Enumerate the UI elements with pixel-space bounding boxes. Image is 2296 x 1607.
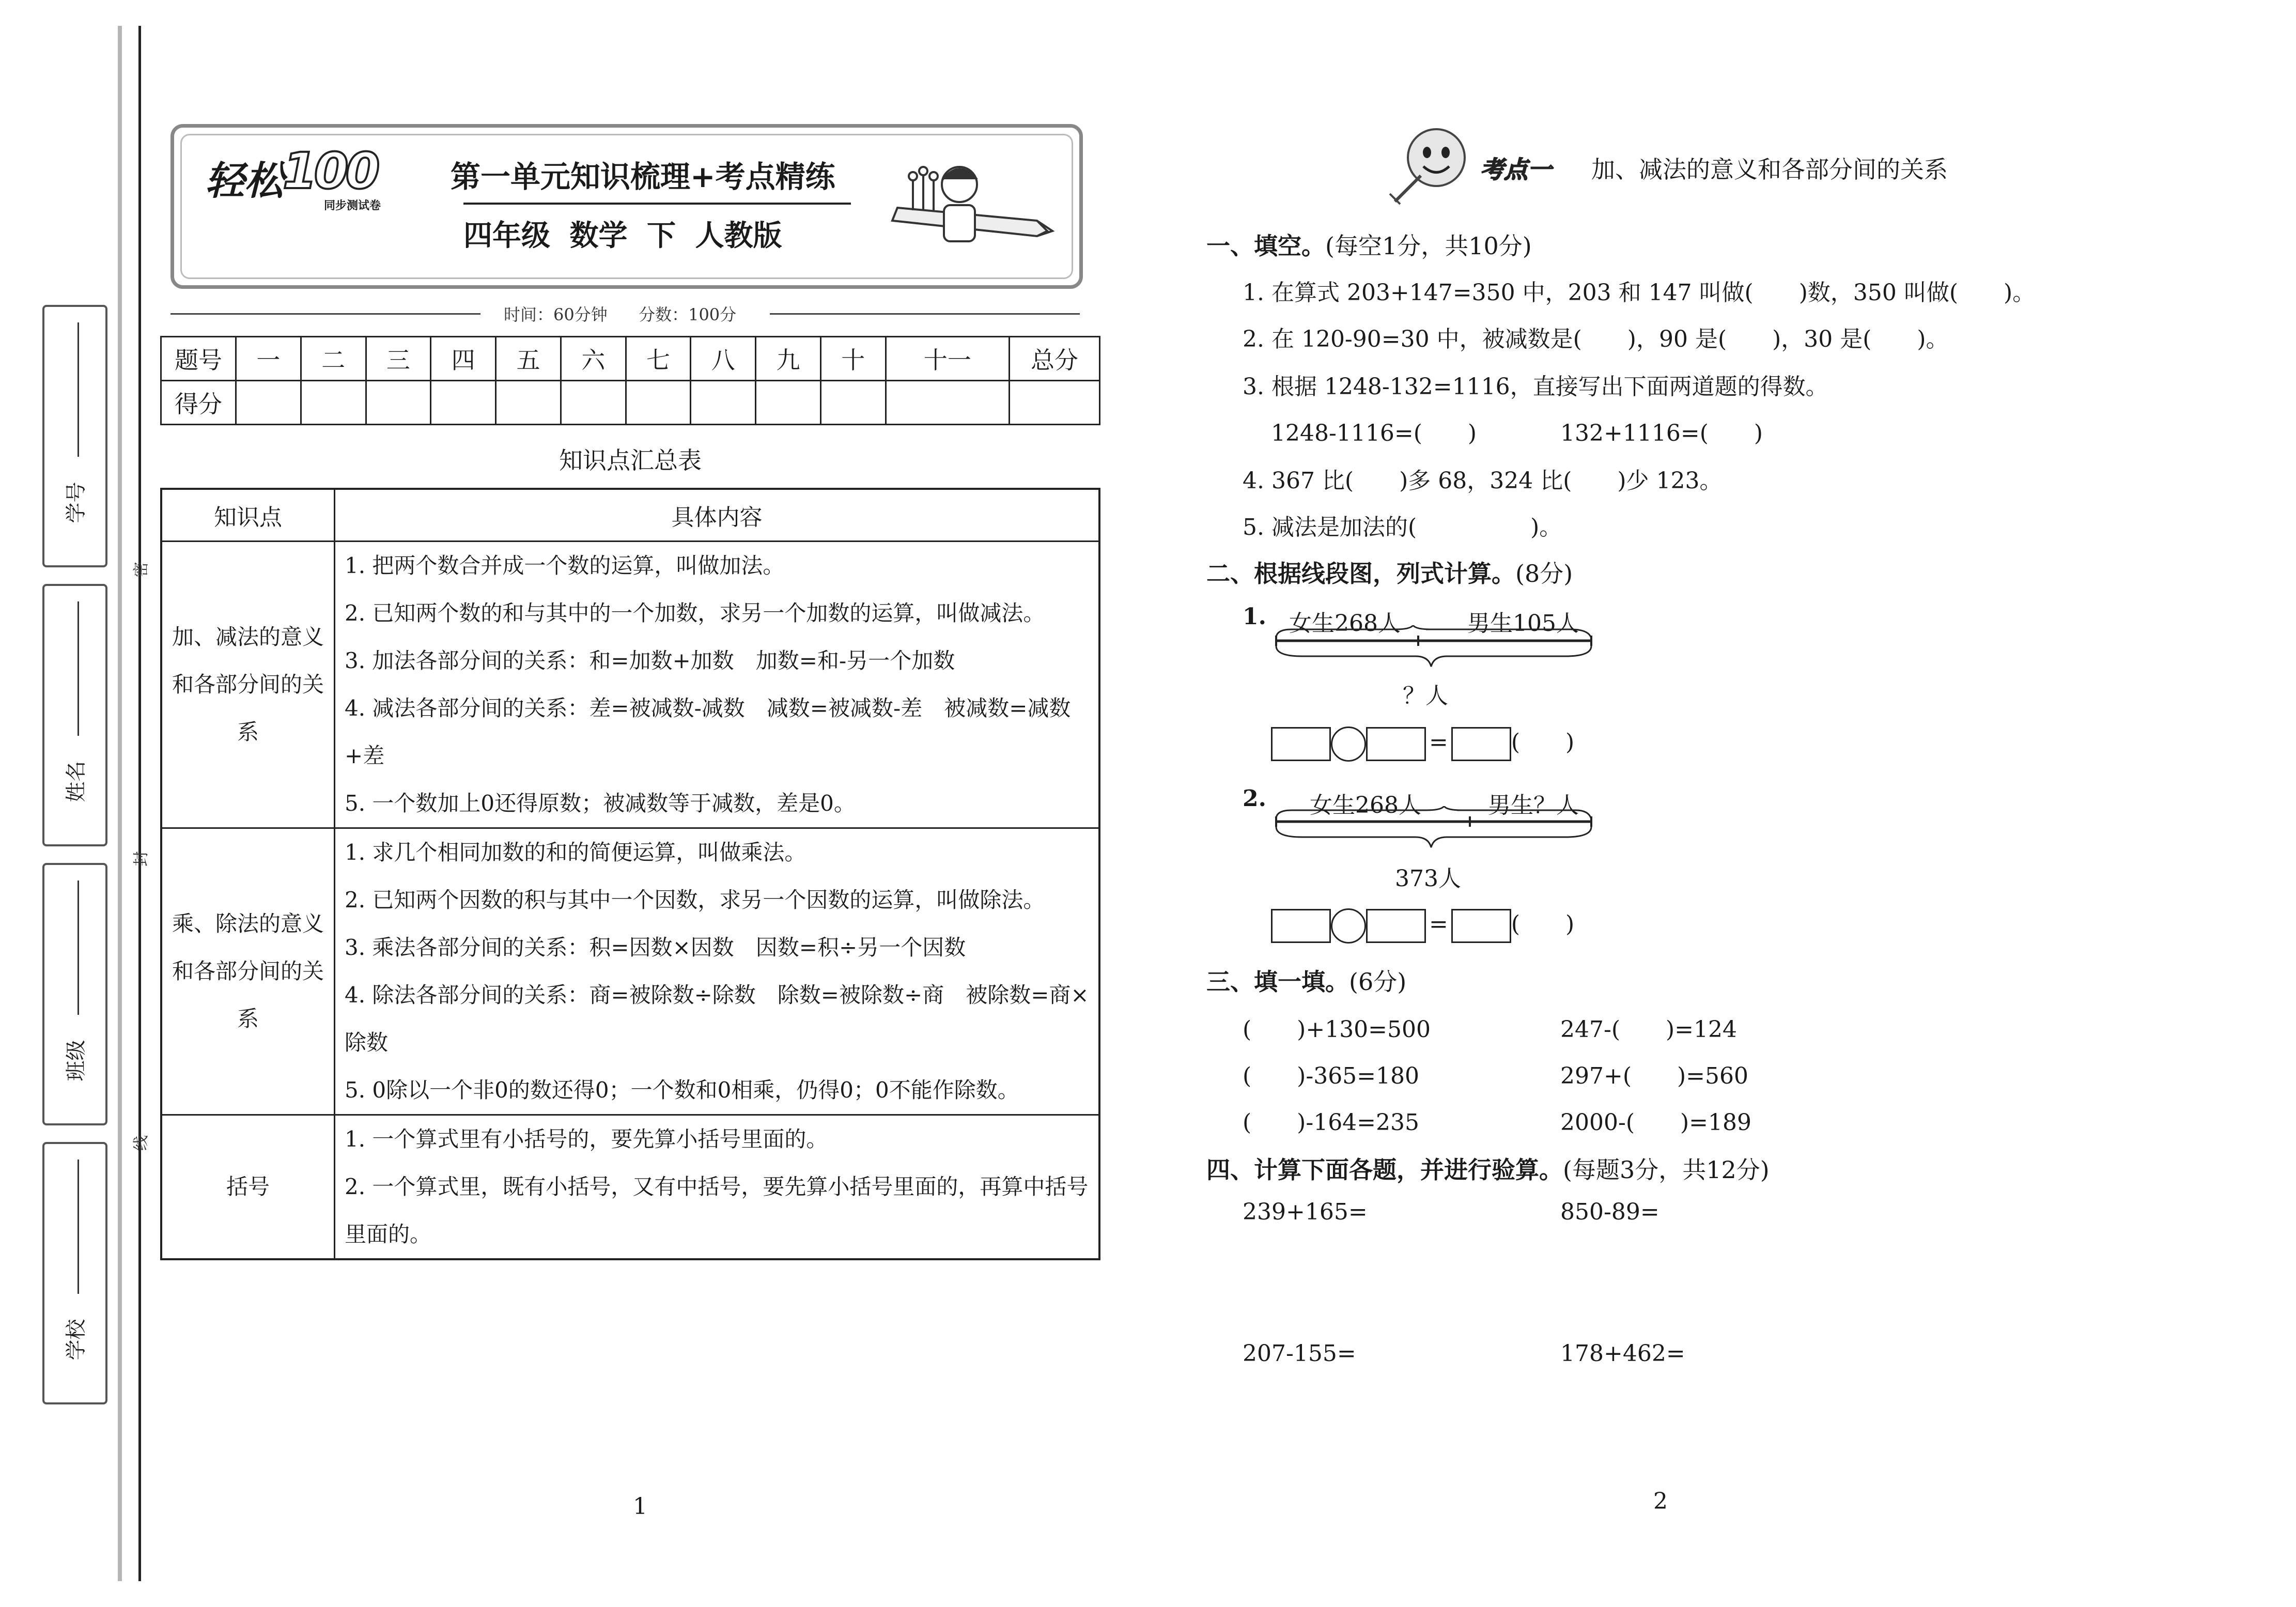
score-col: 二 xyxy=(301,337,366,381)
score-col: 七 xyxy=(626,337,691,381)
score-cell[interactable] xyxy=(691,381,756,425)
kaodian-title: 加、减法的意义和各部分间的关系 xyxy=(1591,156,1948,183)
binding-line-right xyxy=(138,26,141,1581)
list-item: 3. 乘法各部分间的关系：积=因数×因数 因数=积÷另一个因数 xyxy=(345,935,966,960)
exam-info xyxy=(504,302,736,326)
diagram-1-total-label: ？人 xyxy=(1403,683,1448,709)
section-4-points: (每题3分，共12分) xyxy=(1563,1156,1770,1184)
list-item: 2. 已知两个数的和与其中的一个加数，求另一个加数的运算，叫做减法。 xyxy=(345,600,1045,626)
student-id-field[interactable] xyxy=(42,305,107,567)
exam-time: 时间：60分钟 xyxy=(504,305,608,325)
score-cell[interactable] xyxy=(756,381,821,425)
section-4-heading xyxy=(1206,1151,1770,1185)
table-row xyxy=(161,828,1099,1115)
list-item: 4. 减法各部分间的关系：差=被减数-减数 减数=被减数-差 被减数=减数+差 xyxy=(345,696,1071,768)
knowledge-table xyxy=(160,488,1100,1260)
answer-box[interactable] xyxy=(1451,909,1511,943)
score-table-row1-label: 题号 xyxy=(161,337,236,381)
section-2-heading xyxy=(1206,555,1573,589)
table-row xyxy=(161,542,1099,828)
score-cell[interactable] xyxy=(561,381,626,425)
seal-mark-mi: 密 xyxy=(132,562,150,577)
page-number-2: 2 xyxy=(1653,1488,1668,1515)
class-field[interactable] xyxy=(42,863,107,1125)
header-subtitle: 四年级 数学 下 人教版 xyxy=(463,219,782,253)
answer-box[interactable] xyxy=(1366,909,1426,943)
score-cell[interactable] xyxy=(431,381,496,425)
equals-sign: = xyxy=(1429,729,1448,755)
diagram-2-equation xyxy=(1271,905,1574,944)
section-1-title: 一、填空。 xyxy=(1206,232,1325,260)
diagram-2-left-label: 女生268人 xyxy=(1310,792,1421,818)
score-col: 六 xyxy=(561,337,626,381)
diagram-1-right-label: 男生105人 xyxy=(1467,610,1579,637)
list-item: 2. 一个算式里，既有小括号，又有中括号，要先算小括号里面的，再算中括号里面的。 xyxy=(345,1174,1089,1247)
score-col-total: 总分 xyxy=(1010,337,1100,381)
exam-info-rule-right xyxy=(770,313,1080,315)
smiley-mascot-icon xyxy=(1385,124,1478,207)
calc-item: 207-155= xyxy=(1243,1340,1356,1367)
seal-mark-xian: 线 xyxy=(132,1135,150,1151)
content-cell xyxy=(335,542,1100,828)
score-cell[interactable] xyxy=(626,381,691,425)
list-item: 2. 已知两个因数的积与其中一个因数，求另一个因数的运算，叫做除法。 xyxy=(345,887,1045,913)
calc-item: 239+165= xyxy=(1243,1199,1368,1225)
knowledge-table-title: 知识点汇总表 xyxy=(559,446,702,474)
fill-item: ( )+130=500 xyxy=(1243,1016,1431,1043)
answer-box[interactable] xyxy=(1271,909,1331,943)
header-banner xyxy=(170,124,1083,289)
logo-subtitle: 同步测试卷 xyxy=(324,199,381,212)
score-col: 十 xyxy=(820,337,886,381)
score-col: 十一 xyxy=(886,337,1009,381)
logo xyxy=(205,142,401,212)
category-cell: 加、减法的意义和各部分间的关系 xyxy=(161,542,335,828)
content-cell xyxy=(335,1115,1100,1260)
seal-mark-feng: 封 xyxy=(132,851,150,867)
fill-item: 247-( )=124 xyxy=(1560,1016,1737,1043)
logo-text: 轻松 xyxy=(205,158,284,204)
section-2-points: (8分) xyxy=(1515,560,1573,588)
diagram-2-right-label: 男生？人 xyxy=(1488,792,1579,818)
fill-item: 297+( )=560 xyxy=(1560,1063,1749,1089)
score-cell[interactable] xyxy=(496,381,561,425)
score-table xyxy=(160,336,1100,425)
list-item: 1. 求几个相同加数的和的简便运算，叫做乘法。 xyxy=(345,840,806,865)
table-row xyxy=(161,1115,1099,1260)
operator-circle[interactable] xyxy=(1331,908,1366,944)
s1-question-3b: 132+1116=( ) xyxy=(1560,420,1763,446)
score-col: 八 xyxy=(691,337,756,381)
school-field[interactable] xyxy=(42,1142,107,1404)
section-2-title: 二、根据线段图，列式计算。 xyxy=(1206,560,1515,588)
fill-item: ( )-164=235 xyxy=(1243,1109,1420,1136)
exam-info-rule-left xyxy=(170,313,480,315)
score-cell[interactable] xyxy=(366,381,431,425)
score-col: 一 xyxy=(236,337,301,381)
section-3-title: 三、填一填。 xyxy=(1206,968,1349,996)
fill-item: ( )-365=180 xyxy=(1243,1063,1420,1089)
score-cell[interactable] xyxy=(886,381,1009,425)
diagram-1-left-label: 女生268人 xyxy=(1289,610,1401,637)
section-4-title: 四、计算下面各题，并进行验算。 xyxy=(1206,1156,1563,1184)
score-cell[interactable] xyxy=(1010,381,1100,425)
calc-item: 850-89= xyxy=(1560,1199,1659,1225)
equals-sign: = xyxy=(1429,911,1448,937)
answer-box[interactable] xyxy=(1366,727,1426,761)
diagram-2-total-label: 373人 xyxy=(1395,866,1461,892)
score-col: 三 xyxy=(366,337,431,381)
diagram-2-segment xyxy=(1271,806,1602,863)
score-col: 五 xyxy=(496,337,561,381)
category-cell: 括号 xyxy=(161,1115,335,1260)
header-title: 第一单元知识梳理+考点精练 xyxy=(451,159,835,194)
section-1-heading xyxy=(1206,227,1532,261)
content-cell xyxy=(335,828,1100,1115)
name-field[interactable] xyxy=(42,584,107,846)
diagram-1-number: 1. xyxy=(1243,604,1266,630)
diagram-2-number: 2. xyxy=(1243,785,1266,812)
score-cell[interactable] xyxy=(236,381,301,425)
operator-circle[interactable] xyxy=(1331,727,1366,762)
list-item: 5. 一个数加上0还得原数；被减数等于减数，差是0。 xyxy=(345,791,856,816)
knowledge-col-header: 知识点 xyxy=(161,489,335,542)
diagram-1-segment xyxy=(1271,625,1602,682)
s1-question-5: 5. 减法是加法的( )。 xyxy=(1243,514,1562,540)
diagram-1-equation xyxy=(1271,723,1574,762)
s1-question-3a: 1248-1116=( ) xyxy=(1271,420,1477,446)
score-cell[interactable] xyxy=(820,381,886,425)
class-label: 班级 xyxy=(64,1040,88,1081)
score-col: 九 xyxy=(756,337,821,381)
unit-blank: ( ) xyxy=(1511,729,1575,755)
score-cell[interactable] xyxy=(301,381,366,425)
fill-item: 2000-( )=189 xyxy=(1560,1109,1752,1136)
section-3-heading xyxy=(1206,963,1406,997)
kaodian-badge: 考点一 xyxy=(1480,151,1552,185)
name-label: 姓名 xyxy=(64,761,88,802)
s1-question-2: 2. 在 120-90=30 中，被减数是( )，90 是( )，30 是( )。 xyxy=(1243,326,1949,352)
content-col-header: 具体内容 xyxy=(335,489,1100,542)
section-1-points: (每空1分，共10分) xyxy=(1325,232,1532,260)
logo-number: 100 xyxy=(283,142,377,200)
score-table-row2-label: 得分 xyxy=(161,381,236,425)
list-item: 4. 除法各部分间的关系：商=被除数÷除数 除数=被除数÷商 被除数=商×除数 xyxy=(345,982,1089,1055)
list-item: 1. 把两个数合并成一个数的运算，叫做加法。 xyxy=(345,553,785,578)
exam-score: 分数：100分 xyxy=(639,305,737,325)
section-3-points: (6分) xyxy=(1349,968,1407,996)
list-item: 1. 一个算式里有小括号的，要先算小括号里面的。 xyxy=(345,1126,828,1152)
list-item: 3. 加法各部分间的关系：和=加数+加数 加数=和-另一个加数 xyxy=(345,648,955,673)
calc-item: 178+462= xyxy=(1560,1340,1685,1367)
unit-blank: ( ) xyxy=(1511,911,1575,937)
page-number-1: 1 xyxy=(633,1493,647,1520)
binding-line-left xyxy=(118,26,122,1581)
category-cell: 乘、除法的意义和各部分间的关系 xyxy=(161,828,335,1115)
school-label: 学校 xyxy=(64,1319,88,1361)
s1-question-3: 3. 根据 1248-132=1116，直接写出下面两道题的得数。 xyxy=(1243,374,1828,400)
score-col: 四 xyxy=(431,337,496,381)
s1-question-1: 1. 在算式 203+147=350 中，203 和 147 叫做( )数，350 叫做( )。 xyxy=(1243,280,2036,306)
answer-box[interactable] xyxy=(1271,727,1331,761)
s1-question-4: 4. 367 比( )多 68，324 比( )少 123。 xyxy=(1243,468,1723,494)
answer-box[interactable] xyxy=(1451,727,1511,761)
student-id-label: 学号 xyxy=(64,482,88,523)
list-item: 5. 0除以一个非0的数还得0；一个数和0相乘，仍得0；0不能作除数。 xyxy=(345,1077,1019,1103)
boy-with-pen-illustration xyxy=(882,159,1058,262)
